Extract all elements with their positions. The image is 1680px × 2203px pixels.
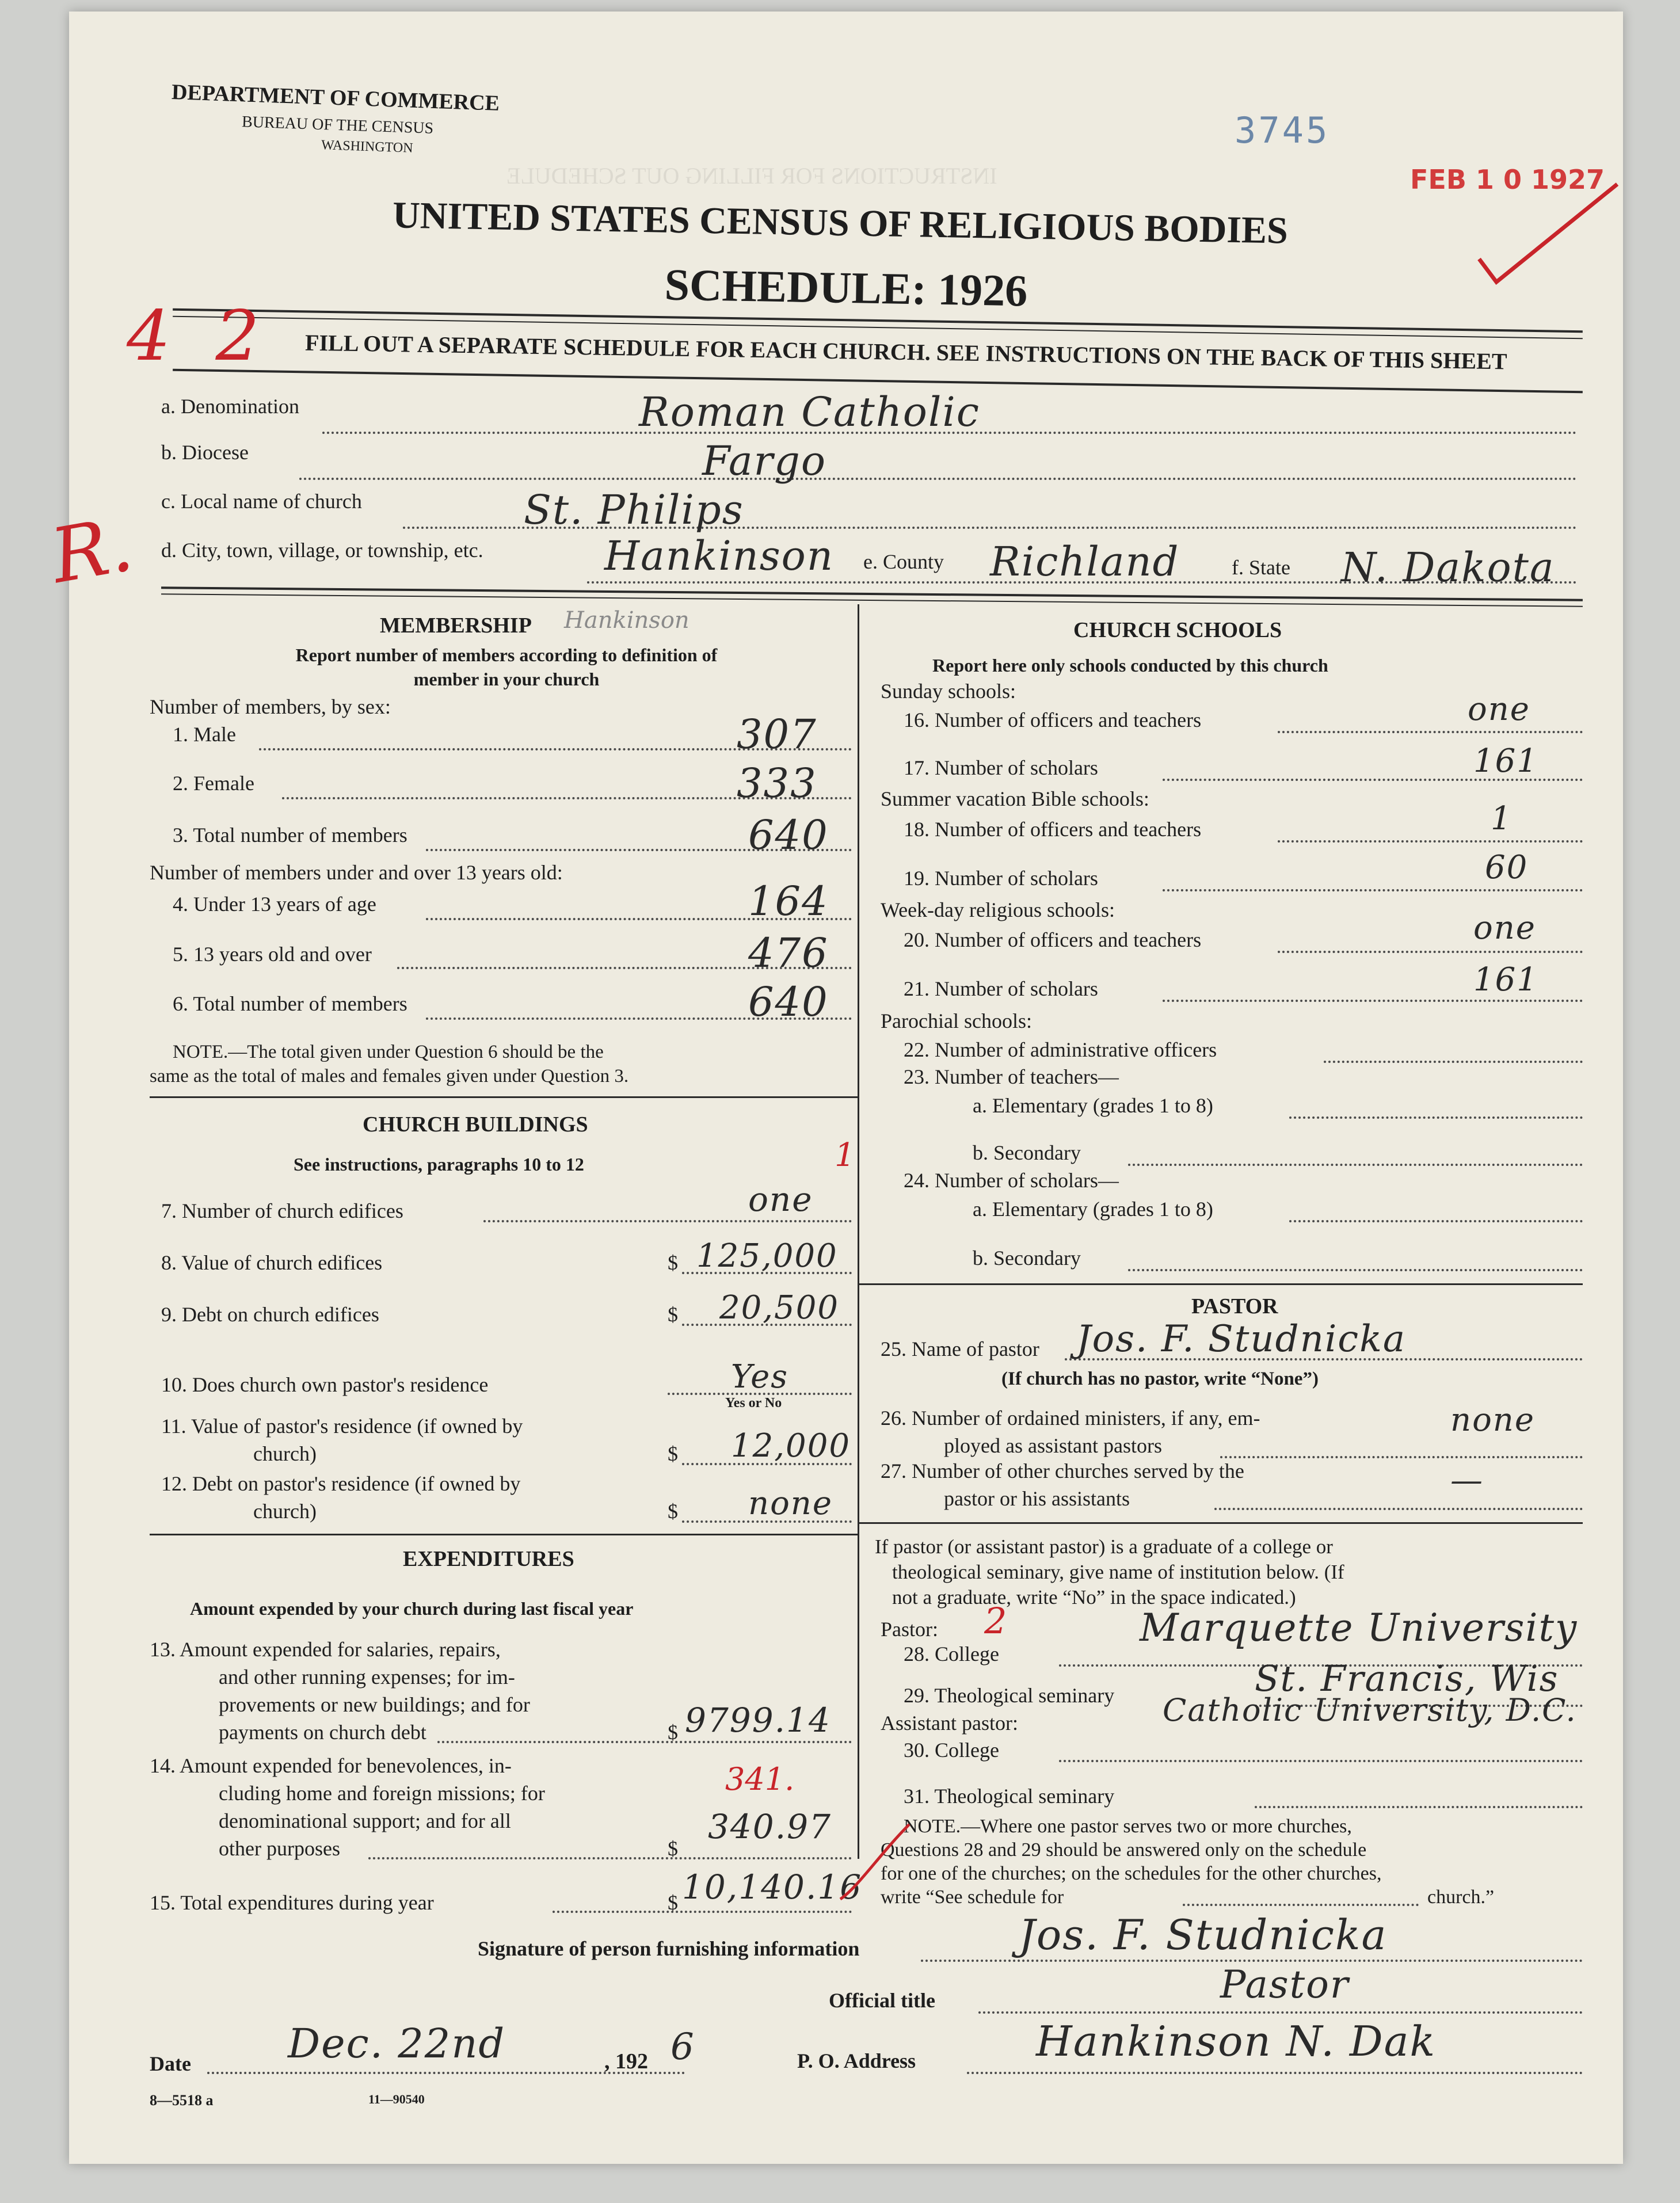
q1-male-label: 1. Male <box>173 723 236 746</box>
section-rule-2 <box>161 593 1583 607</box>
q6-total-value[interactable]: 640 <box>748 978 829 1026</box>
expenditures-subtitle: Amount expended by your church during last fiscal year <box>190 1598 634 1619</box>
pastor-rule <box>858 1522 1583 1524</box>
q16-line <box>1278 731 1583 733</box>
q25-hint: (If church has no pastor, write “None”) <box>1001 1369 1319 1389</box>
date-label: Date <box>150 2052 191 2075</box>
q25-value[interactable]: Jos. F. Studnicka <box>1076 1318 1407 1360</box>
q4-under-13-label: 4. Under 13 years of age <box>173 893 376 916</box>
q1-male-value[interactable]: 307 <box>737 711 817 758</box>
pastor-note-1: NOTE.—Where one pastor serves two or more churches, <box>904 1816 1352 1837</box>
census-schedule-form <box>44 12 1623 2164</box>
parochial-schools-label: Parochial schools: <box>881 1009 1032 1032</box>
q7-edifices-line <box>483 1220 852 1222</box>
q7-edifices-label: 7. Number of church edifices <box>161 1199 403 1222</box>
q8-value-amount[interactable]: 125,000 <box>696 1237 838 1275</box>
signature-label: Signature of person furnishing information <box>478 1937 860 1960</box>
q17-label: 17. Number of scholars <box>904 756 1098 779</box>
q10-residence-label: 10. Does church own pastor's residence <box>161 1373 489 1396</box>
q8-value-label: 8. Value of church edifices <box>161 1251 383 1274</box>
q24b-label: b. Secondary <box>973 1247 1081 1270</box>
q14-dollar: $ <box>668 1837 678 1860</box>
q24-label: 24. Number of scholars— <box>904 1169 1119 1192</box>
under-over-13-label: Number of members under and over 13 years old: <box>150 861 563 884</box>
membership-rule <box>150 1096 858 1098</box>
form-title: UNITED STATES CENSUS OF RELIGIOUS BODIES <box>392 194 1289 252</box>
q11-residence-value-amount[interactable]: 12,000 <box>731 1427 851 1465</box>
buildings-rule <box>150 1534 858 1535</box>
pastor-red-mark: 2 <box>984 1600 1007 1642</box>
q23a-label: a. Elementary (grades 1 to 8) <box>973 1094 1213 1117</box>
q8-dollar: $ <box>668 1251 678 1274</box>
q11-residence-value-label-1: 11. Value of pastor's residence (if owned by <box>161 1415 523 1438</box>
buildings-title: CHURCH BUILDINGS <box>363 1112 588 1137</box>
membership-title: MEMBERSHIP <box>380 613 532 638</box>
local-church-name-label: c. Local name of church <box>161 490 362 513</box>
signature-line <box>921 1960 1583 1962</box>
department-name: DEPARTMENT OF COMMERCE <box>171 80 500 116</box>
county-label: e. County <box>863 550 944 573</box>
q15-total-label: 15. Total expenditures during year <box>150 1891 434 1914</box>
official-title-value[interactable]: Pastor <box>1220 1962 1350 2007</box>
q27-line <box>1214 1508 1583 1510</box>
q13-amount[interactable]: 9799.14 <box>685 1701 831 1740</box>
q20-value[interactable]: one <box>1473 909 1536 947</box>
q21-value[interactable]: 161 <box>1473 961 1538 998</box>
q26-line <box>1220 1456 1583 1458</box>
membership-note-1: NOTE.—The total given under Question 6 should be the <box>173 1042 604 1062</box>
q25-label: 25. Name of pastor <box>881 1337 1039 1360</box>
city-line <box>587 581 1577 584</box>
q20-label: 20. Number of officers and teachers <box>904 928 1202 951</box>
schools-title: CHURCH SCHOOLS <box>1073 618 1282 642</box>
q23b-line <box>1128 1164 1583 1166</box>
denomination-value[interactable]: Roman Catholic <box>639 388 980 436</box>
schools-subtitle: Report here only schools conducted by this church <box>932 655 1328 676</box>
q2-female-label: 2. Female <box>173 772 254 795</box>
state-label: f. State <box>1232 556 1290 579</box>
bureau-name: BUREAU OF THE CENSUS <box>241 113 434 138</box>
po-address-label: P. O. Address <box>797 2049 916 2072</box>
membership-note-2: same as the total of males and females given under Question 3. <box>150 1066 629 1087</box>
q9-debt-label: 9. Debt on church edifices <box>161 1303 379 1326</box>
q13-dollar: $ <box>668 1721 678 1744</box>
q14-amount[interactable]: 340.97 <box>708 1807 832 1846</box>
separate-schedule-instruction: FILL OUT A SEPARATE SCHEDULE FOR EACH CHURCH. SEE INSTRUCTIONS ON THE BACK OF THIS SHEET <box>304 329 1507 375</box>
summer-schools-label: Summer vacation Bible schools: <box>881 787 1149 810</box>
q22-line <box>1324 1061 1583 1063</box>
diocese-label: b. Diocese <box>161 441 249 464</box>
q12-dollar: $ <box>668 1500 678 1523</box>
expenditures-title: EXPENDITURES <box>403 1547 574 1571</box>
pastor-note-blank <box>1183 1904 1419 1906</box>
q2-female-value[interactable]: 333 <box>737 760 817 807</box>
diocese-value[interactable]: Fargo <box>702 437 826 485</box>
city-label: d. City, town, village, or township, etc. <box>161 539 483 562</box>
bureau-city: WASHINGTON <box>321 138 413 156</box>
q21-line <box>1163 1000 1583 1002</box>
q14-label-3: denominational support; and for all <box>219 1809 511 1832</box>
q28-label: 28. College <box>904 1642 999 1665</box>
q30-label: 30. College <box>904 1739 999 1762</box>
received-date-stamp: FEB 1 0 1927 <box>1410 164 1605 195</box>
year-digit-value[interactable]: 6 <box>671 2026 695 2068</box>
q23-label: 23. Number of teachers— <box>904 1065 1119 1088</box>
q19-value[interactable]: 60 <box>1485 849 1529 886</box>
members-by-sex-label: Number of members, by sex: <box>150 695 391 718</box>
q4-under-13-value[interactable]: 164 <box>748 878 829 925</box>
q12-residence-debt-label-1: 12. Debt on pastor's residence (if owned by <box>161 1472 521 1495</box>
q17-value[interactable]: 161 <box>1473 742 1538 780</box>
q5-over-13-value[interactable]: 476 <box>748 929 829 977</box>
q13-label-1: 13. Amount expended for salaries, repairs, <box>150 1638 501 1661</box>
q11-residence-value-label-2: church) <box>253 1442 317 1465</box>
q21-label: 21. Number of scholars <box>904 977 1098 1000</box>
q27-label-1: 27. Number of other churches served by the <box>881 1459 1244 1482</box>
q30-line <box>1059 1760 1583 1762</box>
membership-title-note: Hankinson <box>564 607 689 634</box>
year-prefix: , 192 <box>604 2049 648 2074</box>
print-number: 11—90540 <box>368 2092 425 2106</box>
q14-red-correction: 341. <box>725 1761 795 1797</box>
q26-label-2: ployed as assistant pastors <box>944 1434 1162 1457</box>
graduate-instructions-1: If pastor (or assistant pastor) is a graduate of a college or <box>875 1535 1333 1558</box>
red-arrow-mark-icon <box>835 1819 915 1911</box>
graduate-instructions-2: theological seminary, give name of institution below. (If <box>892 1561 1344 1583</box>
q13-label-3: provements or new buildings; and for <box>219 1693 530 1716</box>
q14-line <box>368 1857 852 1859</box>
q31-line <box>1255 1806 1583 1808</box>
pastor-title: PASTOR <box>1191 1294 1278 1318</box>
state-value[interactable]: N. Dakota <box>1341 544 1555 591</box>
q27-value[interactable]: — <box>1450 1462 1484 1499</box>
q6-total-label: 6. Total number of members <box>173 992 407 1015</box>
q27-label-2: pastor or his assistants <box>944 1487 1130 1510</box>
q18-label: 18. Number of officers and teachers <box>904 818 1202 841</box>
q9-dollar: $ <box>668 1303 678 1326</box>
serial-stamp-number: 3745 <box>1235 109 1330 151</box>
signature-value[interactable]: Jos. F. Studnicka <box>1019 1911 1388 1959</box>
q15-amount[interactable]: 10,140.16 <box>682 1867 863 1907</box>
buildings-red-mark: 1 <box>835 1137 855 1174</box>
back-show-through-text: INSTRUCTIONS FOR FILLING OUT SCHEDULE <box>506 163 997 189</box>
q24a-line <box>1289 1220 1583 1222</box>
form-subtitle: SCHEDULE: 1926 <box>664 259 1028 316</box>
pastor-note-5: church.” <box>1427 1886 1495 1908</box>
q29-value[interactable]: St. Francis, Wis <box>1255 1657 1559 1699</box>
q9-debt-amount[interactable]: 20,500 <box>719 1289 839 1327</box>
q10-residence-value[interactable]: Yes <box>731 1358 788 1396</box>
q13-line <box>437 1741 852 1743</box>
q24b-line <box>1128 1269 1583 1271</box>
pastor-note-2: Questions 28 and 29 should be answered only on the schedule <box>881 1839 1367 1861</box>
city-value[interactable]: Hankinson <box>604 532 834 580</box>
q15-dollar: $ <box>668 1891 678 1914</box>
official-title-label: Official title <box>829 1989 935 2012</box>
assistant-extra-value[interactable]: Catholic University, D.C. <box>1163 1692 1577 1728</box>
q3-total-value[interactable]: 640 <box>748 811 829 859</box>
q19-line <box>1163 889 1583 891</box>
q22-label: 22. Number of administrative officers <box>904 1038 1217 1061</box>
q13-label-2: and other running expenses; for im- <box>219 1665 515 1689</box>
pastor-note-3: for one of the churches; on the schedules for the other churches, <box>881 1863 1382 1884</box>
q20-line <box>1278 951 1583 953</box>
po-address-value[interactable]: Hankinson N. Dak <box>1036 2017 1437 2065</box>
q12-residence-debt-amount[interactable]: none <box>748 1485 833 1522</box>
date-value[interactable]: Dec. 22nd <box>288 2020 506 2067</box>
q15-total-line <box>553 1911 852 1913</box>
q11-dollar: $ <box>668 1442 678 1465</box>
q10-yes-no-hint: Yes or No <box>725 1396 782 1411</box>
diocese-line <box>299 478 1577 480</box>
q18-line <box>1278 840 1583 843</box>
graduate-instructions-3: not a graduate, write “No” in the space indicated.) <box>892 1586 1296 1609</box>
q19-label: 19. Number of scholars <box>904 867 1098 890</box>
q26-label-1: 26. Number of ordained ministers, if any, em- <box>881 1407 1260 1430</box>
county-value[interactable]: Richland <box>990 538 1180 585</box>
q3-total-label: 3. Total number of members <box>173 824 407 847</box>
local-church-name-value[interactable]: St. Philips <box>524 486 744 533</box>
margin-mark-number: 4 2 <box>127 296 271 376</box>
schools-rule <box>858 1283 1583 1285</box>
q23b-label: b. Secondary <box>973 1141 1081 1164</box>
official-title-line <box>978 2011 1583 2014</box>
q23a-line <box>1289 1116 1583 1119</box>
q7-edifices-value[interactable]: one <box>748 1180 813 1219</box>
po-address-line <box>967 2072 1583 2074</box>
q26-value[interactable]: none <box>1450 1401 1535 1439</box>
margin-mark-r: R. <box>44 500 139 600</box>
q24a-label: a. Elementary (grades 1 to 8) <box>973 1198 1213 1221</box>
q31-label: 31. Theological seminary <box>904 1785 1115 1808</box>
q14-label-4: other purposes <box>219 1837 340 1860</box>
q14-label-1: 14. Amount expended for benevolences, in- <box>150 1754 512 1777</box>
assistant-pastor-label: Assistant pastor: <box>881 1712 1018 1735</box>
membership-intro-1: Report number of members according to definition of <box>295 645 718 665</box>
q18-value[interactable]: 1 <box>1491 800 1513 837</box>
form-number: 8—5518 a <box>150 2092 214 2109</box>
q29-label: 29. Theological seminary <box>904 1684 1115 1707</box>
q5-over-13-label: 5. 13 years old and over <box>173 943 372 966</box>
weekday-schools-label: Week-day religious schools: <box>881 898 1115 921</box>
denomination-label: a. Denomination <box>161 395 299 418</box>
q16-label: 16. Number of officers and teachers <box>904 708 1202 731</box>
q12-residence-debt-label-2: church) <box>253 1500 317 1523</box>
q16-value[interactable]: one <box>1468 691 1530 728</box>
q14-label-2: cluding home and foreign missions; for <box>219 1782 545 1805</box>
membership-intro-2: member in your church <box>413 669 600 689</box>
pastor-note-4: write “See schedule for <box>881 1886 1064 1908</box>
column-divider <box>858 604 859 1859</box>
sunday-schools-label: Sunday schools: <box>881 680 1016 703</box>
buildings-subtitle: See instructions, paragraphs 10 to 12 <box>294 1154 584 1175</box>
q28-value[interactable]: Marquette University <box>1140 1606 1578 1650</box>
q13-label-4: payments on church debt <box>219 1721 426 1744</box>
pastor-sub-label: Pastor: <box>881 1618 939 1641</box>
